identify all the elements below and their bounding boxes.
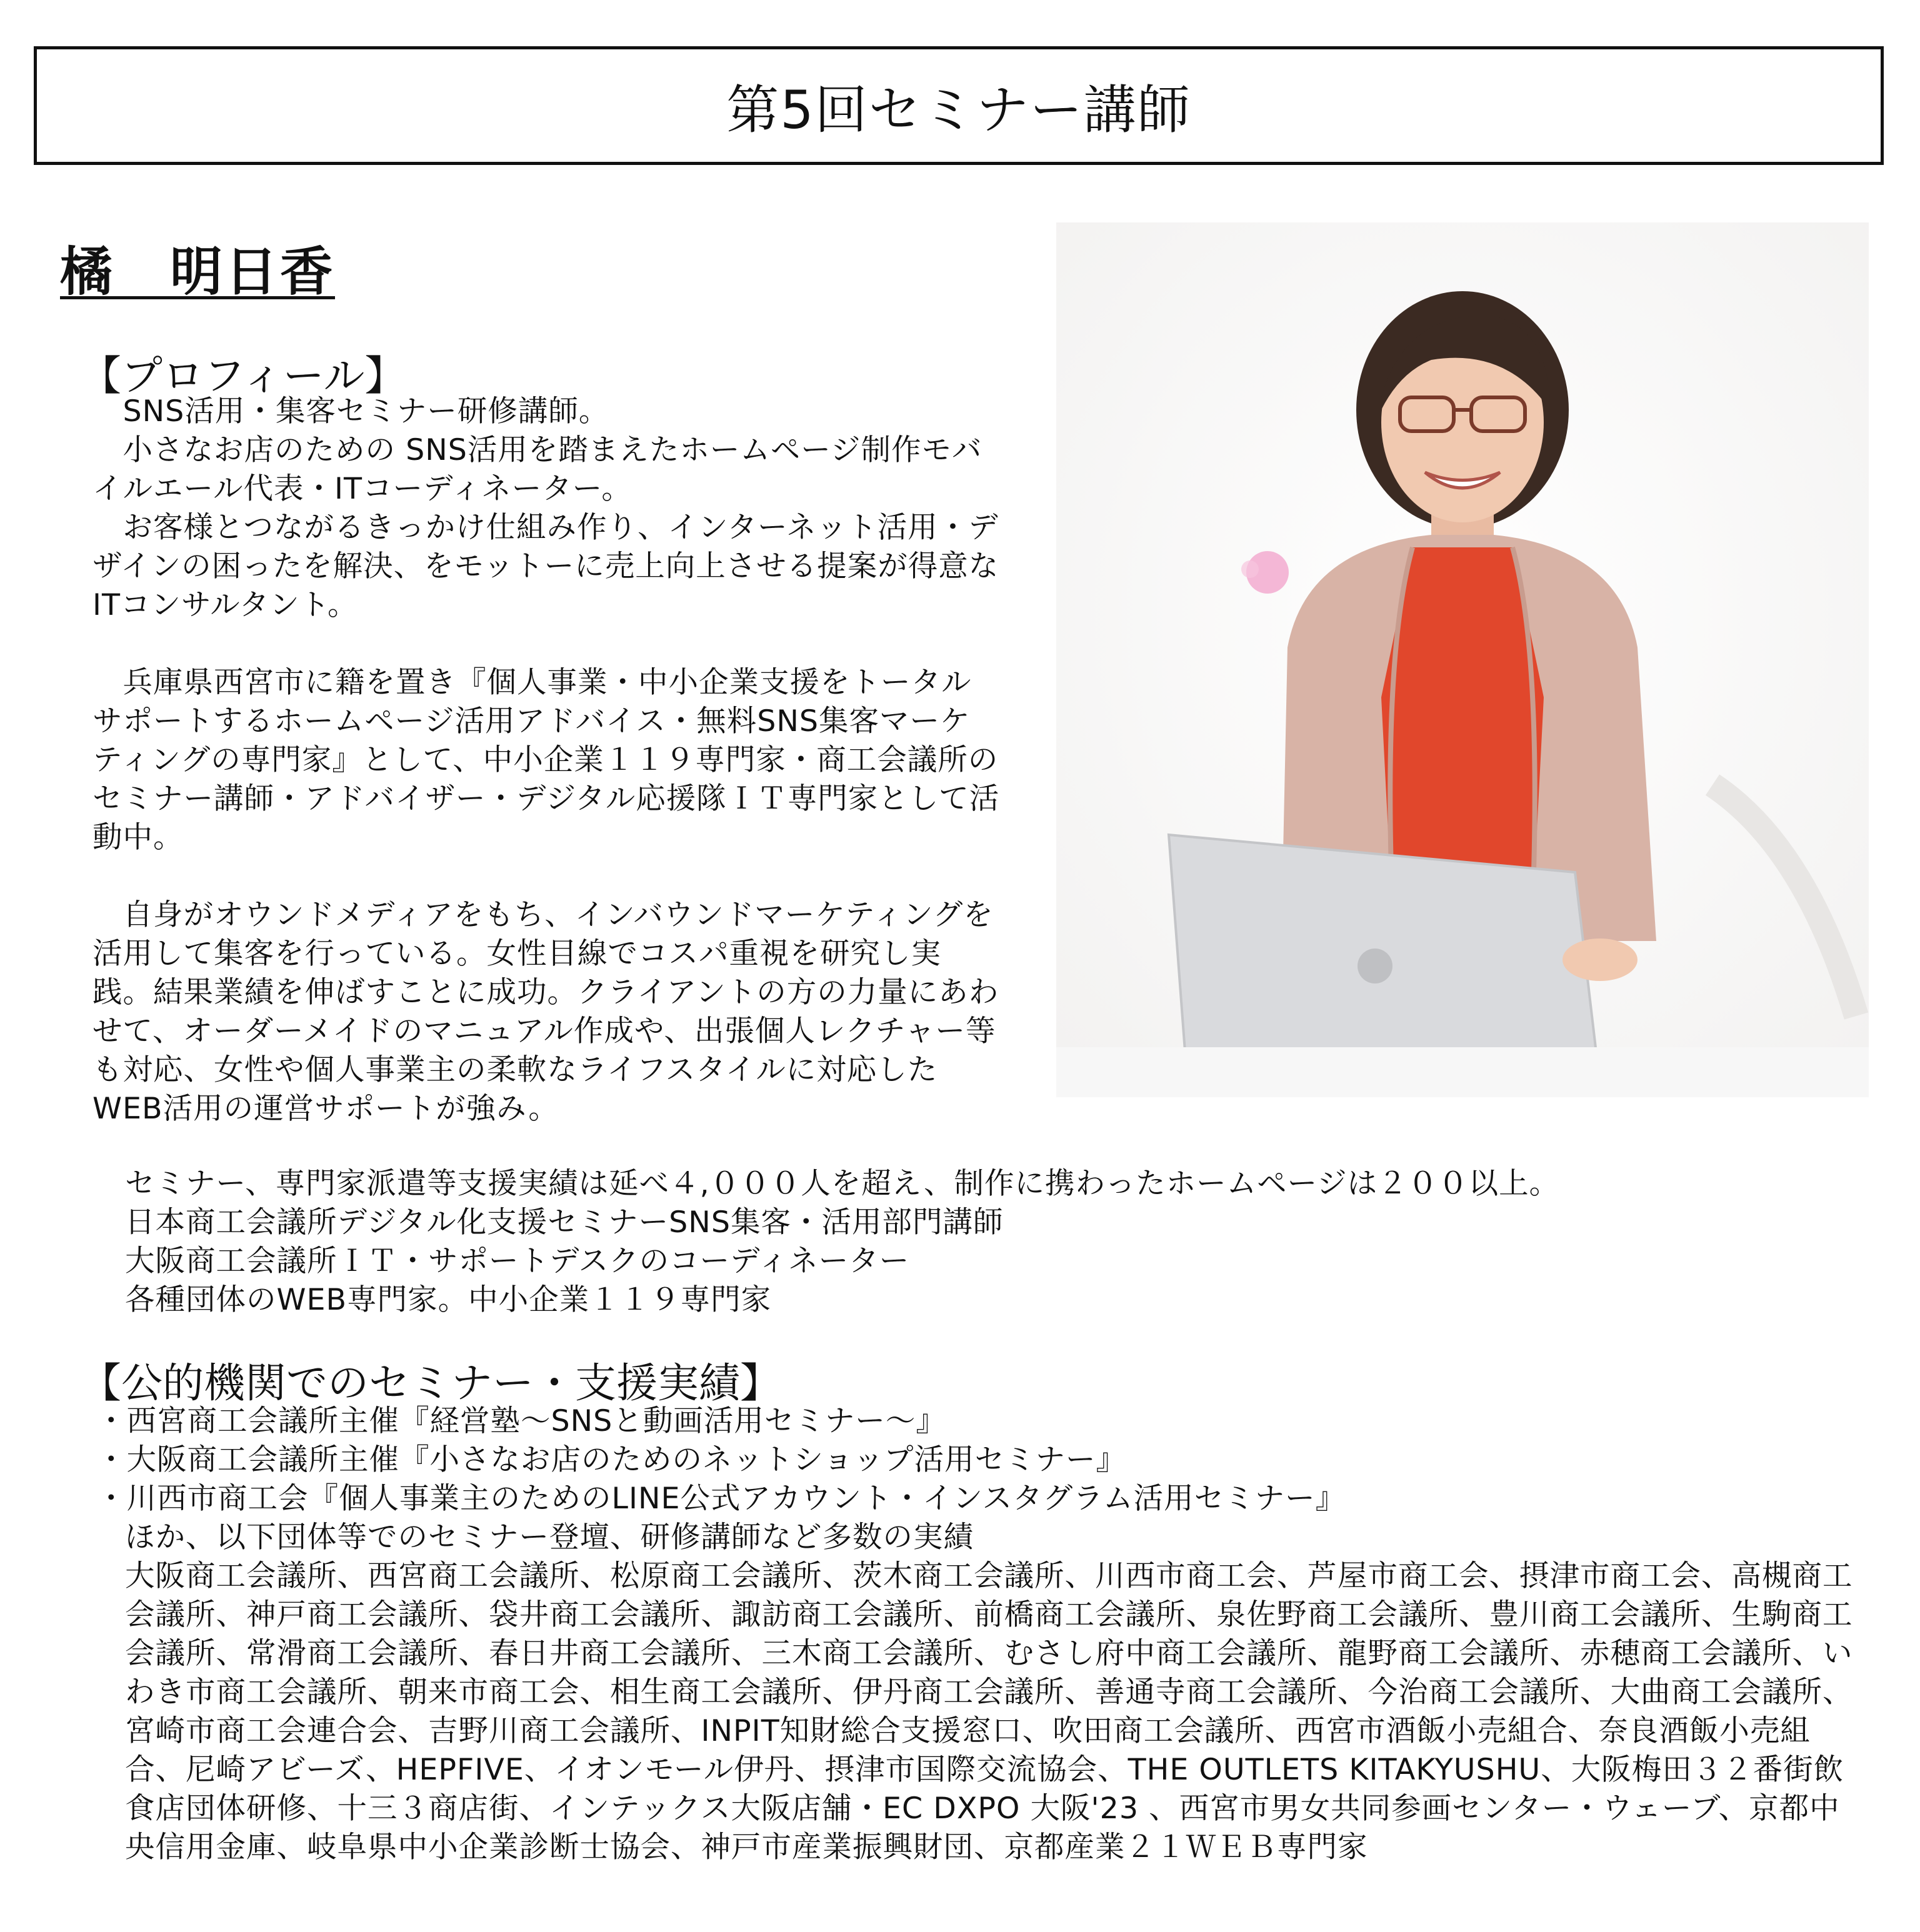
profile-paragraph-3: 自身がオウンドメディアをもち、インバウンドマーケティングを活用して集客を行っている。女性目線でコスパ重視を研究し実践。結果業績を伸ばすことに成功。クライアントの方の力量にあわせて、オーダーメイドのマニュアル作成や、出張個人レクチャー等も対応、女性や個人事業主の柔軟なライフスタイルに対応したWEB活用の運営サポートが強み。 xyxy=(92,898,999,1126)
achievement-line: 各種団体のWEB専門家。中小企業１１９専門家 xyxy=(125,1283,772,1317)
seminar-item: ・大阪商工会議所主催『小さなお店のためのネットショップ活用セミナー』 xyxy=(96,1443,1127,1477)
record-heading: 【公的機関でのセミナー・支援実績】 xyxy=(80,1359,781,1407)
profile-heading: 【プロフィール】 xyxy=(80,352,406,400)
profile-paragraph-2: 兵庫県西宮市に籍を置き『個人事業・中小企業支援をトータルサポートするホームページ活用アドバイス・無料SNS集客マーケティングの専門家』として、中小企業１１９専門家・商工会議所のセミナー講師・アドバイザー・デジタル応援隊ＩＴ専門家として活動中。 xyxy=(92,665,1000,855)
more-intro: ほか、以下団体等でのセミナー登壇、研修講師など多数の実績 xyxy=(125,1520,974,1555)
apple-logo-icon xyxy=(1358,949,1392,983)
seminar-item: ・西宮商工会議所主催『経営塾〜SNSと動画活用セミナー〜』 xyxy=(96,1404,946,1438)
seminar-list xyxy=(96,1402,1346,1518)
achievement-line: 日本商工会議所デジタル化支援セミナーSNS集客・活用部門講師 xyxy=(125,1205,1004,1240)
seminar-item: ・川西市商工会『個人事業主のためのLINE公式アカウント・インスタグラム活用セミナー』 xyxy=(96,1481,1346,1516)
page-title: 第5回セミナー講師 xyxy=(726,79,1191,141)
title-box xyxy=(34,46,1884,165)
achievement-line: セミナー、専門家派遣等支援実績は延べ４,０００人を超え、制作に携わったホームページは２００以上。 xyxy=(125,1167,1560,1201)
achievement-line: 大阪商工会議所ＩＴ・サポートデスクのコーディネーター xyxy=(125,1244,910,1278)
instructor-name: 橘 明日香 xyxy=(60,241,336,302)
organization-list: 大阪商工会議所、西宮商工会議所、松原商工会議所、茨木商工会議所、川西市商工会、芦屋市商工会、摂津市商工会、高槻商工会議所、神戸商工会議所、袋井商工会議所、諏訪商工会議所、前橋商工会議所、泉佐野商工会議所、豊川商工会議所、生駒商工会議所、常滑商工会議所、春日井商工会議所、三木商工会議所、むさし府中商工会議所、龍野商工会議所、赤穂商工会議所、いわき市商工会議所、朝来市商工会、相生商工会議所、伊丹商工会議所、善通寺商工会議所、今治商工会議所、大曲商工会議所、宮崎市商工会連合会、吉野川商工会議所、INPIT知財総合支援窓口、吹田商工会議所、西宮市酒飯小売組合、奈良酒飯小売組合、尼崎アビーズ、HEPFIVE、イオンモール伊丹、摂津市国際交流協会、THE OUTLETS KITAKYUSHU、大阪梅田３２番街飲食店団体研修、十三３商店街、インテックス大阪店舗・EC DXPO 大阪'23 、西宮市男女共同参画センター・ウェーブ、京都中央信用金庫、岐阜県中小企業診断士協会、神戸市産業振興財団、京都産業２１ＷＥＢ専門家 xyxy=(125,1559,1853,1865)
profile-paragraph-1: SNS活用・集客セミナー研修講師。 小さなお店のための SNS活用を踏まえたホームページ制作モバイルエール代表・ITコーディネーター。 お客様とつながるきっかけ仕組み作り、インターネット活用・デザインの困ったを解決、をモットーに売上向上させる提案が得意なITコンサルタント。 xyxy=(92,394,999,622)
instructor-photo xyxy=(1056,222,1869,1097)
